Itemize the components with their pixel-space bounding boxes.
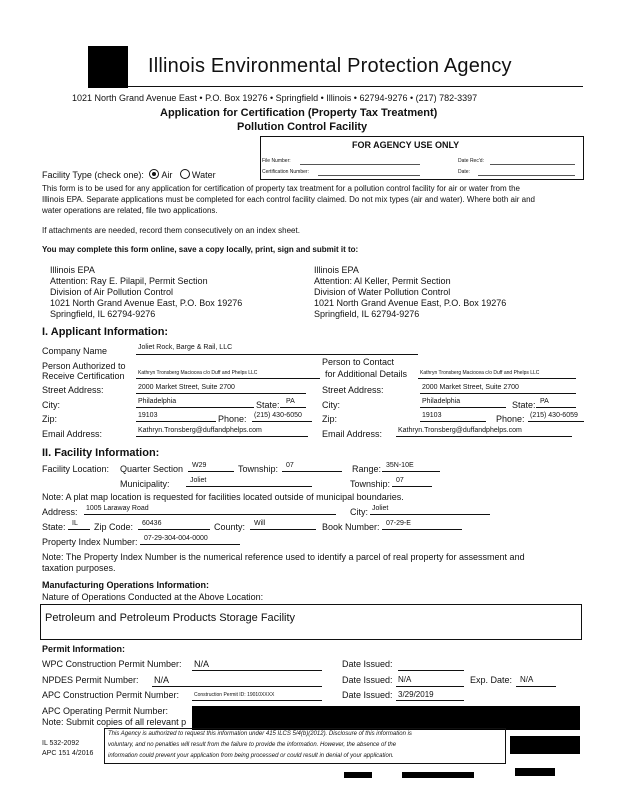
address-left-line: 1021 North Grand Avenue East, P.O. Box 19276 [50, 298, 243, 308]
agency-logo-redacted [88, 46, 128, 88]
city-label-2: City: [322, 400, 340, 410]
form-id-1: IL 532-2092 [42, 740, 80, 747]
file-number-label: File Number: [262, 158, 291, 164]
quarter-field[interactable]: W29 [192, 462, 207, 469]
range-label: Range: [352, 464, 382, 474]
state-line-2 [536, 407, 576, 408]
radio-air-label: Air [161, 170, 173, 180]
address-right-line: Illinois EPA [314, 265, 359, 275]
authorized-label-2: Receive Certification [42, 371, 125, 381]
date-recd-line [490, 164, 575, 165]
disclaimer-2: voluntary, and no penalties will result from the failure to provide the information. However, the absence of the [108, 742, 397, 748]
applicant-heading: I. Applicant Information: [42, 326, 169, 338]
wpc-field[interactable]: N/A [194, 659, 210, 669]
address-right-line: Springfield, IL 62794-9276 [314, 309, 420, 319]
zip-line-2 [420, 421, 486, 422]
redaction-footer-1 [510, 736, 580, 754]
city-line-2 [420, 407, 506, 408]
city-field[interactable]: Philadelphia [138, 398, 177, 405]
wpc-date-line [398, 670, 464, 671]
npdes-date-field[interactable]: N/A [398, 675, 412, 684]
apc-line [192, 700, 322, 701]
street-line-2 [420, 393, 576, 394]
township2-line [392, 486, 432, 487]
book-field[interactable]: 07-29-E [386, 520, 411, 527]
zip-label-2: Zip: [322, 414, 338, 424]
npdes-field[interactable]: N/A [154, 675, 170, 685]
npdes-label: NPDES Permit Number: [42, 675, 139, 685]
quarter-line [188, 471, 234, 472]
instructions-p1c: water operations are related, file two applications. [42, 206, 218, 215]
company-label: Company Name [42, 346, 108, 356]
township-field[interactable]: 07 [286, 462, 294, 469]
apc-label: APC Construction Permit Number: [42, 690, 180, 700]
range-field[interactable]: 35N-10E [386, 462, 414, 469]
cert-number-label: Certification Number: [262, 169, 309, 175]
phone-line [252, 421, 312, 422]
municipality-field[interactable]: Joliet [190, 477, 207, 484]
address-right-line: 1021 North Grand Avenue East, P.O. Box 19276 [314, 298, 507, 308]
wpc-label: WPC Construction Permit Number: [42, 659, 182, 669]
municipality-label: Municipality: [120, 479, 170, 489]
instructions-p2: If attachments are needed, record them consecutively on an index sheet. [42, 226, 300, 235]
radio-water-label: Water [191, 170, 216, 180]
date-label: Date: [458, 169, 470, 175]
street-line [136, 393, 306, 394]
township-line [282, 471, 342, 472]
facility-heading: II. Facility Information: [42, 447, 160, 459]
apc-field[interactable]: Construction Permit ID: 19010XXXX [194, 692, 275, 698]
phone-field[interactable]: (215) 430-6050 [254, 412, 302, 419]
email-field-2[interactable]: Kathryn.Tronsberg@duffandphelps.com [398, 427, 522, 434]
range-line [382, 471, 440, 472]
company-field[interactable]: Joliet Rock, Barge & Rail, LLC [138, 344, 233, 351]
cert-number-line [318, 175, 420, 176]
apc-date-field[interactable]: 3/29/2019 [398, 690, 434, 699]
exp-field[interactable]: N/A [520, 675, 534, 684]
city-field-2[interactable]: Philadelphia [422, 398, 461, 405]
pin-note-2: taxation purposes. [42, 563, 116, 573]
apc-date-line [396, 700, 464, 701]
npdes-line [152, 686, 322, 687]
disclaimer-3: information could prevent your application from being processed or could result in denial of your application. [108, 753, 394, 759]
wpc-date-label: Date Issued: [342, 659, 393, 669]
facility-state-line [68, 529, 90, 530]
radio-water[interactable] [180, 169, 190, 179]
address-left-line: Illinois EPA [50, 265, 95, 275]
instructions-p1b: Illinois EPA. Separate applications must be completed for each control facility claimed. Do not mix types (air and water). Where both air and [42, 195, 535, 204]
form-id-2: APC 151 4/2016 [42, 750, 94, 757]
redaction-footer-4 [515, 768, 555, 776]
authorized-label-1: Person Authorized to [42, 361, 126, 371]
facility-state-field[interactable]: IL [72, 520, 78, 527]
facility-address-line [84, 514, 336, 515]
contact-line [418, 378, 576, 379]
zip-field-2[interactable]: 19103 [422, 412, 442, 419]
county-field[interactable]: Will [254, 520, 266, 527]
plat-note: Note: A plat map location is requested for facilities located outside of municipal boundaries. [42, 492, 404, 502]
facility-city-field[interactable]: Joliet [372, 505, 389, 512]
township2-field[interactable]: 07 [396, 477, 404, 484]
facility-type [42, 169, 216, 180]
address-left-line: Springfield, IL 62794-9276 [50, 309, 156, 319]
email-label: Email Address: [42, 429, 103, 439]
phone-label: Phone: [218, 414, 247, 424]
pin-line [140, 544, 240, 545]
pin-note-1: Note: The Property Index Number is the numerical reference used to identify a parcel of real property for assessment and [42, 552, 525, 562]
agency-title: Illinois Environmental Protection Agency [148, 55, 512, 77]
book-line [382, 529, 462, 530]
nature-label: Nature of Operations Conducted at the Above Location: [42, 592, 264, 602]
pin-field[interactable]: 07-29-304-004-0000 [144, 535, 208, 542]
file-number-line [300, 164, 420, 165]
npdes-date-label: Date Issued: [342, 675, 393, 685]
instructions-p1: This form is to be used for any application for certification of property tax treatment for a pollution control facility for air or water from the [42, 184, 520, 193]
phone-line-2 [528, 421, 584, 422]
email-field[interactable]: Kathryn.Tronsberg@duffandphelps.com [138, 427, 262, 434]
state-line [280, 407, 306, 408]
apc-op-label: APC Operating Permit Number: [42, 706, 169, 716]
disclaimer-1: This Agency is authorized to request this information under 415 ILCS 5/4(b)(2012). Disclosure of this information is [108, 731, 412, 737]
redaction-footer-3 [402, 772, 474, 778]
city-label: City: [42, 400, 60, 410]
wpc-line [192, 670, 322, 671]
street-label: Street Address: [42, 385, 104, 395]
contact-label-2: for Additional Details [325, 369, 408, 379]
apc-date-label: Date Issued: [342, 690, 393, 700]
zip-line [136, 421, 216, 422]
email-line-2 [396, 436, 572, 437]
zip-field[interactable]: 19103 [138, 412, 158, 419]
facility-state-label: State: [42, 522, 66, 532]
redaction-footer-2 [344, 772, 372, 778]
address-right-line: Division of Water Pollution Control [314, 287, 451, 297]
facility-type-label: Facility Type (check one): [42, 170, 144, 180]
facility-city-line [370, 514, 490, 515]
phone-field-2[interactable]: (215) 430-6059 [530, 412, 578, 419]
street-field[interactable]: 2000 Market Street, Suite 2700 [138, 384, 235, 391]
email-line [136, 436, 308, 437]
contact-field[interactable]: Kathryn Tronsberg Maciocea c/o Duff and Phelps LLC [420, 370, 540, 376]
address-left-line: Attention: Ray E. Pilapil, Permit Section [50, 276, 208, 286]
township2-label: Township: [350, 479, 391, 489]
redaction-block [192, 706, 580, 730]
contact-label-1: Person to Contact [322, 357, 395, 367]
address-right-line: Attention: Al Keller, Permit Section [314, 276, 451, 286]
form-title: Application for Certification (Property Tax Treatment) [160, 107, 438, 119]
email-label-2: Email Address: [322, 429, 383, 439]
facility-address-field[interactable]: 1005 Laraway Road [86, 505, 149, 512]
address-left-line: Division of Air Pollution Control [50, 287, 174, 297]
book-label: Book Number: [322, 522, 380, 532]
phone-label-2: Phone: [496, 414, 525, 424]
permit-heading: Permit Information: [42, 644, 126, 654]
facility-zip-line [138, 529, 210, 530]
npdes-date-line [396, 686, 464, 687]
submit-note: Note: Submit copies of all relevant p [42, 717, 187, 727]
facility-city-label: City: [350, 507, 368, 517]
form-subtitle: Pollution Control Facility [237, 121, 368, 133]
city-line [136, 407, 254, 408]
county-line [250, 529, 316, 530]
facility-location-label: Facility Location: [42, 464, 110, 474]
instructions-p3: You may complete this form online, save a copy locally, print, sign and submit it to: [42, 245, 359, 254]
company-line [136, 354, 418, 355]
address-left [50, 265, 242, 320]
agency-use-heading: FOR AGENCY USE ONLY [352, 140, 460, 150]
nature-field: Petroleum and Petroleum Products Storage Facility [45, 612, 296, 624]
authorized-line [136, 378, 320, 379]
exp-label: Exp. Date: [470, 675, 513, 685]
date-recd-label: Date Rec'd: [458, 158, 484, 164]
header-rule [128, 86, 583, 87]
pin-label: Property Index Number: [42, 537, 138, 547]
facility-zip-field[interactable]: 60436 [142, 520, 162, 527]
address-right [314, 265, 506, 320]
manufacturing-heading: Manufacturing Operations Information: [42, 580, 210, 590]
county-label: County: [214, 522, 246, 532]
state-field-2[interactable]: PA [540, 398, 549, 405]
authorized-field[interactable]: Kathryn Tronsberg Maciocea c/o Duff and Phelps LLC [138, 370, 258, 376]
state-field[interactable]: PA [286, 398, 295, 405]
street-label-2: Street Address: [322, 385, 384, 395]
radio-air[interactable] [149, 169, 159, 179]
street-field-2[interactable]: 2000 Market Street, Suite 2700 [422, 384, 519, 391]
facility-address-label: Address: [42, 507, 78, 517]
zip-label: Zip: [42, 414, 58, 424]
state-label: State: [256, 400, 280, 410]
date-line [478, 175, 575, 176]
township-label: Township: [238, 464, 279, 474]
facility-zip-label: Zip Code: [94, 522, 134, 532]
agency-address: 1021 North Grand Avenue East • P.O. Box 19276 • Springfield • Illinois • 62794-9276 • (217) 782-3397 [72, 93, 478, 103]
municipality-line [186, 486, 312, 487]
state-label-2: State: [512, 400, 536, 410]
exp-line [516, 686, 556, 687]
quarter-label: Quarter Section [120, 464, 184, 474]
